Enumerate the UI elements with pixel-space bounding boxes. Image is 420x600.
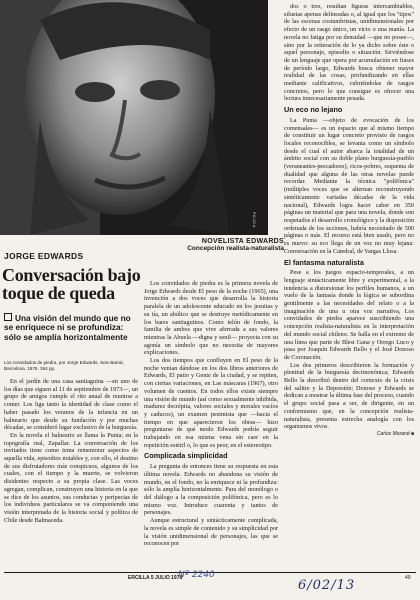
photo-caption xyxy=(150,238,284,252)
paragraph: Los dos primeros describieron la formación y plenitud de la burguesía decimonónica; Edwards Bello la describió dentro del contexto de la crisis del salitre y la Depresión; Donoso y Edwards se dedican a mostrar la última fase del proceso, cuando el grupo social pasa a ser, de dirigente, en un conformismo que, en la concepción realista-naturalista, presenta estrecha analogía con los organismos vivos. xyxy=(284,361,414,431)
section-heading: Un eco no lejano xyxy=(284,105,343,115)
paragraph: Pese a los juegos espacio-temporales, a un lenguaje sintácticamente libre y experimental, a la tendencia a distorsionar los perfiles humanos, a un vuelo de la fantasía donde la lógica se subordina gentilmente a las necesidades del relato o a la imaginación de una u otra voz narrativa, Los convidados de piedra aparece suscribiendo una concepción realista-naturalista en la interpretación del mundo social chileno. Se halla en el extremo de una línea que parte de Blest Gana y Orrego Luco y pasa por Joaquín Edwards Bello y el José Donoso de Coronación. xyxy=(284,269,414,361)
paragraph: Los convidados de piedra es la primera novela de Jorge Edwards desde El peso de la noche (1965), una invención a dos voces que desarrolla la historia paralela de un adolescente educado en los jesuitas y su tía, un abúlico que se destruye metódicamente en los bares santiaguinos. Como telón de fondo, la familia de ambos que vive aferrada a sus valores mientras la Abuela —digna y senil— proyecta con su agonía un símbolo que no necesita de mayores explicaciones. xyxy=(144,280,278,357)
article-signature: Carlos Morand ■ xyxy=(376,430,414,437)
paragraph: En el jardín de una casa santiaguina —en uno de los días que siguen al 11 de septiembre de 1973—, un grupo de amigos cumple el rito anual de reunirse a comer. Los liga tanto la identidad de clase como el haber pasado los veranos de la infancia en un balneario que desde su fundación y por muchas décadas, se consideró lugar exclusivo de la burguesía. xyxy=(4,378,138,432)
column-1 xyxy=(4,378,138,524)
paragraph: Los dos tiempos que confluyen en El peso de la noche venían dándose en los dos libros anteriores de Edwards, El patio y Gente de la ciudad, y se repiten, con ciertas variaciones, en Las máscaras (1967), otro volumen de cuentos. En todos ellos existe siempre una visión de mundo (así como sexualmente inhibida, madurez decrépita, valores sociales y morales vacíos y caducos), un examen pesimista que —hacia el tiempo en que aparecieron los obras— hizo preguntarse de qué modo Edwards podría seguir trabajando en esa misma vena sin caer en la repetición estéril o, lo que es peor, en el estereotipo. xyxy=(144,357,278,449)
magazine-name: ERCILLA 5 JULIO 1978 xyxy=(128,575,183,581)
photo-credit: PAUCA xyxy=(252,212,257,228)
caption-subtitle: Concepción realista-naturalista xyxy=(187,245,284,252)
page-number: 49 xyxy=(405,575,411,581)
square-bullet-icon xyxy=(4,313,12,321)
paragraph: La Punta —objeto de evocación de los comensales— es un espacio que al mismo tiempo de constituir un lugar concreto provisto de rasgos locales reconocibles, se levanta como un símbolo desde el cual el autor abarca la totalidad de un ámbito social con su doble plano burguesía-pueblo (veraneantes-pescadores), ricos-pobres, esquema de dualidad que alguna de las otras novelas puede recordar. Mediante la técnica "polifónica" (múltiples voces que se alternan reconstruyendo sintéticamente variadas décadas de la vida nacional), Edwards logra hacer caber en 350 páginas un material que para una novela, donde son respetados el desarrollo cronológico y la disposición ordenada de los acciones, habría necesitado de 500 páginas o más. El recurso está bien usado, pero no es nuevo: su eco llega de un voz no muy lejana: Conversación en la Catedral, de Vargas Llosa. xyxy=(284,116,414,255)
portrait-image xyxy=(0,0,268,235)
handwritten-issue: Nº 2240 xyxy=(178,570,215,580)
article-lede xyxy=(4,313,142,342)
paragraph: Aunque estructural y sintácticamente complicada, la novela es simple de contenido y su simplicidad por la visión unidimensional de personajes, las que se reconocen por xyxy=(144,517,278,548)
author-photo xyxy=(0,0,268,235)
article-author: JORGE EDWARDS xyxy=(4,251,84,261)
section-heading: Complicada simplicidad xyxy=(144,451,228,461)
paragraph: La pregunta de entonces tiene su respuesta en esta última novela. Edwards no abandona su visión de mundo, en el fondo, no la enriquece ni la profundiza: sólo la amplía horizontalmente. Para del monólogo o del diálogo a la composición polifónica, pero es lo mismo voz. Introduce cuarenta y tantos de personajes. xyxy=(144,463,278,517)
column-3 xyxy=(284,3,414,439)
section-heading: El fantasma naturalista xyxy=(284,257,364,267)
paragraph: En la novela el balneario se llama la Punta; en la topografía real, Zapallar. La conversación de los invitados tiene como tema rememorar aspectos de aquella vida, episodios notables y, con ello, el destino de sus disfrutadores más conspicuos, algunos de los cuales, con el tiempo y la muerte, se volvieron disidentes respecto a su propia clase. Las voces agregan, complican, construyen una historia en la que se dice de los asuntos, sus conductas y peripecias de los individuos particulares se va componiendo una visión interpretada de la historia social y política de Chile desde Balmaceda. xyxy=(4,431,138,524)
paragraph: dos o tres, resultan figuras intercambiables, siluetas apenas delineadas o, al igual que los "tipos" de las escenas costumbristas, unidimensionales por efecto de un rasgo único, un vicio o una manía. La novela no fatiga por su densidad —que no posee—, sino por la reiteración de lo ya dicho sobre éste o aquel personaje, episodio o situación. Sirviéndose de un lenguaje que opera por acumulación en frases de período largo, Edwards busca obtener mayor realidad de las cosas, profundizando en ellas mediante calificativos, cubriéndolas de rasgos concretos, pero lo que consigue es ofrecer una lectura innecesariamente pesada. xyxy=(284,3,414,103)
handwritten-note: 6/02/13 xyxy=(298,578,356,593)
lede-text: Una visión del mundo que no se enriquece ni se profundiza: sólo se amplía horizontalmente xyxy=(4,313,131,342)
caption-name: NOVELISTA EDWARDS xyxy=(201,238,284,245)
article-headline: Conversación bajo toque de queda xyxy=(2,265,141,303)
book-source: Los convidados de piedra, por Jorge Edwards. Seix Barral, Barcelona, 1978. 364 pp. xyxy=(4,360,124,371)
column-2 xyxy=(144,280,278,548)
